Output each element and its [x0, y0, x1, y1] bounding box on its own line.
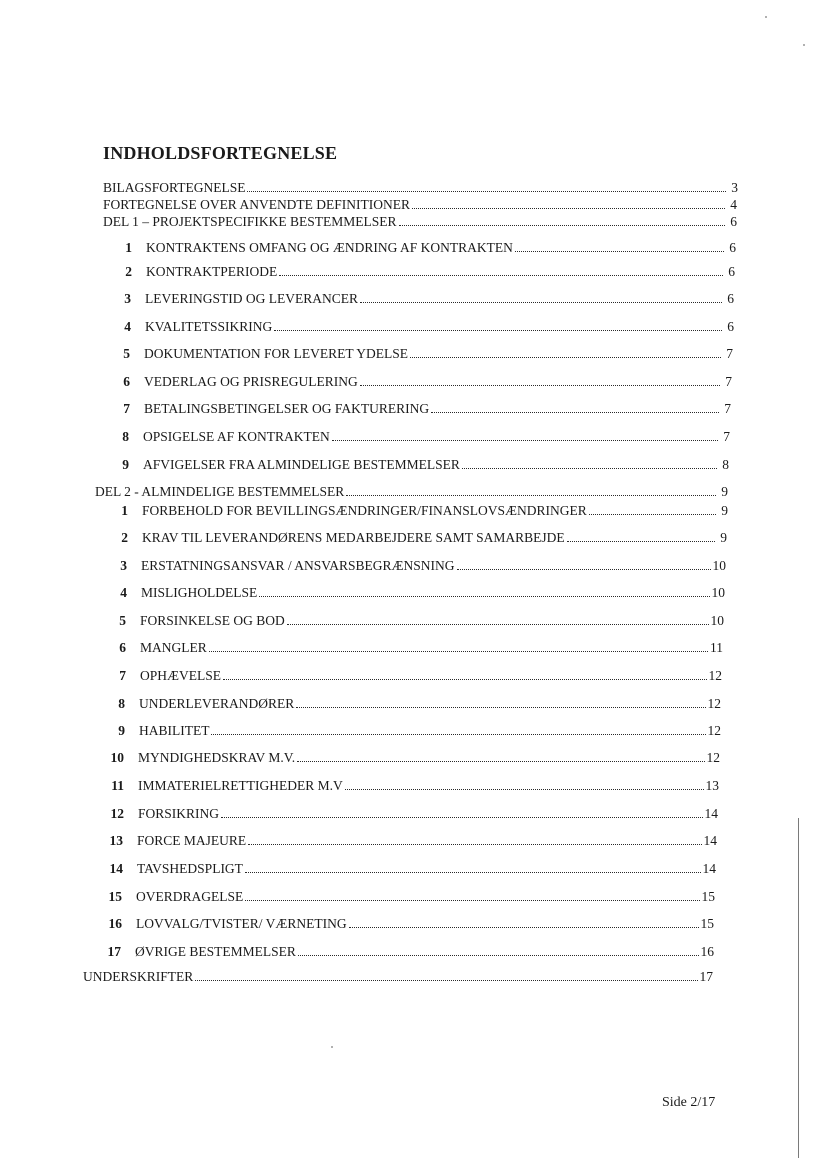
toc-entry-label: IMMATERIELRETTIGHEDER M.V	[138, 778, 343, 793]
toc-entry-label: AFVIGELSER FRA ALMINDELIGE BESTEMMELSER	[143, 457, 460, 472]
toc-page-number: 6	[727, 319, 734, 334]
scan-speck	[765, 16, 767, 18]
toc-page-number: 6	[727, 291, 734, 306]
toc-entry	[101, 585, 725, 601]
toc-leader-dots	[515, 250, 724, 252]
toc-entry	[101, 558, 726, 574]
toc-page-number: 14	[703, 833, 717, 848]
toc-leader-dots	[223, 678, 706, 680]
toc-entry-number: 13	[109, 833, 123, 848]
toc-leader-dots	[274, 329, 722, 331]
toc-page-number: 6	[730, 214, 737, 229]
toc-leader-dots	[245, 871, 701, 873]
toc-entry-number: 17	[107, 944, 121, 959]
toc-entry	[96, 889, 715, 905]
toc-entry-label: DEL 2 - ALMINDELIGE BESTEMMELSER	[95, 484, 345, 499]
toc-leader-dots	[360, 384, 720, 386]
toc-page-number: 15	[701, 889, 715, 904]
toc-entry	[100, 640, 723, 656]
toc-entry-label: HABILITET	[139, 723, 210, 738]
toc-entry-number: 10	[110, 750, 124, 765]
toc-entry-number: 4	[124, 319, 131, 334]
toc-page-number: 7	[726, 346, 733, 361]
toc-page-number: 10	[710, 613, 724, 628]
toc-entry	[104, 401, 731, 417]
toc-entry	[103, 180, 738, 196]
toc-entry	[95, 944, 714, 960]
toc-entry	[99, 696, 721, 712]
toc-entry	[96, 916, 714, 932]
toc-entry-number: 12	[110, 806, 124, 821]
toc-entry	[100, 668, 722, 684]
toc-page-number: 11	[710, 640, 723, 655]
toc-entry-label: LOVVALG/TVISTER/ VÆRNETING	[136, 916, 347, 931]
toc-page-number: 7	[724, 401, 731, 416]
toc-entry-label: FORCE MAJEURE	[137, 833, 247, 848]
toc-entry	[105, 291, 734, 307]
toc-entry	[98, 806, 718, 822]
toc-leader-dots	[410, 356, 721, 358]
toc-entry-number: 1	[125, 240, 132, 255]
toc-entry	[105, 319, 734, 335]
toc-leader-dots	[279, 274, 723, 276]
toc-entry	[104, 374, 732, 390]
toc-entry-number: 8	[118, 696, 125, 711]
toc-entry	[95, 484, 728, 500]
toc-entry-number: 7	[123, 401, 130, 416]
toc-entry	[83, 969, 713, 985]
toc-entry	[97, 861, 716, 877]
toc-entry-number: 3	[120, 558, 127, 573]
page-footer: Side 2/17	[662, 1095, 716, 1110]
toc-entry-label: KVALITETSSIKRING	[145, 319, 273, 334]
toc-entry-label: ØVRIGE BESTEMMELSER	[135, 944, 296, 959]
toc-page-number: 14	[702, 861, 716, 876]
toc-entry-number: 6	[119, 640, 126, 655]
scan-speck	[803, 44, 805, 46]
toc-page-number: 4	[730, 197, 737, 212]
toc-leader-dots	[298, 954, 699, 956]
toc-entry-label: MYNDIGHEDSKRAV M.V.	[138, 750, 296, 765]
toc-leader-dots	[248, 843, 701, 845]
toc-entry	[97, 833, 717, 849]
toc-entry-label: MISLIGHOLDELSE	[141, 585, 258, 600]
toc-entry-label: MANGLER	[140, 640, 207, 655]
toc-leader-dots	[259, 595, 709, 597]
toc-page-number: 9	[720, 530, 727, 545]
toc-entry-label: DEL 1 – PROJEKTSPECIFIKKE BESTEMMELSER	[103, 214, 397, 229]
toc-entry-number: 5	[119, 613, 126, 628]
toc-leader-dots	[297, 760, 704, 762]
toc-entry-label: KONTRAKTPERIODE	[146, 264, 278, 279]
toc-leader-dots	[349, 926, 699, 928]
toc-entry-label: FORBEHOLD FOR BEVILLINGSÆNDRINGER/FINANSLOVSÆNDRINGER	[142, 503, 587, 518]
toc-entry-number: 8	[122, 429, 129, 444]
toc-entry-label: DOKUMENTATION FOR LEVERET YDELSE	[144, 346, 409, 361]
toc-page-number: 7	[725, 374, 732, 389]
toc-entry	[100, 613, 724, 629]
toc-page-number: 12	[708, 668, 722, 683]
toc-page-number: 13	[705, 778, 719, 793]
toc-leader-dots	[211, 733, 705, 735]
toc-entry	[102, 530, 727, 546]
toc-page-number: 6	[729, 240, 736, 255]
toc-leader-dots	[195, 979, 697, 981]
toc-leader-dots	[431, 411, 719, 413]
toc-entry	[103, 214, 737, 230]
toc-entry-label: KONTRAKTENS OMFANG OG ÆNDRING AF KONTRAKTEN	[146, 240, 513, 255]
toc-entry-number: 9	[118, 723, 125, 738]
toc-page-number: 17	[699, 969, 713, 984]
toc-entry-label: FORTEGNELSE OVER ANVENDTE DEFINITIONER	[103, 197, 411, 212]
toc-entry	[103, 197, 737, 213]
toc-page-number: 3	[731, 180, 738, 195]
toc-entry	[103, 429, 730, 445]
toc-leader-dots	[567, 540, 715, 542]
toc-page-number: 12	[706, 750, 720, 765]
toc-leader-dots	[247, 190, 726, 192]
toc-entry	[106, 264, 735, 280]
toc-page-number: 8	[722, 457, 729, 472]
toc-entry-label: TAVSHEDSPLIGT	[137, 861, 243, 876]
toc-entry-label: FORSINKELSE OG BOD	[140, 613, 285, 628]
page-title: INDHOLDSFORTEGNELSE	[103, 143, 338, 163]
toc-entry-label: UNDERLEVERANDØRER	[139, 696, 295, 711]
toc-entry-number: 5	[123, 346, 130, 361]
toc-entry-label: UNDERSKRIFTER	[83, 969, 194, 984]
toc-page-number: 9	[721, 484, 728, 499]
toc-entry-label: VEDERLAG OG PRISREGULERING	[144, 374, 358, 389]
toc-entry-label: BILAGSFORTEGNELSE	[103, 180, 246, 195]
toc-entry	[102, 503, 728, 519]
toc-entry-number: 4	[120, 585, 127, 600]
toc-page-number: 10	[712, 558, 726, 573]
toc-entry-label: OPSIGELSE AF KONTRAKTEN	[143, 429, 330, 444]
toc-page-number: 14	[704, 806, 718, 821]
toc-entry-label: KRAV TIL LEVERANDØRENS MEDARBEJDERE SAMT SAMARBEJDE	[142, 530, 565, 545]
toc-entry-number: 11	[111, 778, 124, 793]
toc-leader-dots	[287, 623, 709, 625]
scan-speck	[331, 1046, 333, 1048]
toc-page-number: 12	[707, 723, 721, 738]
toc-leader-dots	[399, 224, 725, 226]
toc-leader-dots	[346, 494, 716, 496]
toc-leader-dots	[209, 650, 708, 652]
toc-page-number: 6	[728, 264, 735, 279]
toc-leader-dots	[221, 816, 702, 818]
toc-entry-number: 1	[121, 503, 128, 518]
toc-leader-dots	[332, 439, 718, 441]
toc-leader-dots	[457, 568, 711, 570]
toc-entry	[98, 778, 719, 794]
toc-entry-number: 9	[122, 457, 129, 472]
toc-leader-dots	[345, 788, 704, 790]
toc-entry-number: 2	[121, 530, 128, 545]
toc-page-number: 12	[707, 696, 721, 711]
toc-page-number: 15	[700, 916, 714, 931]
toc-entry-label: OPHÆVELSE	[140, 668, 222, 683]
toc-leader-dots	[412, 207, 725, 209]
toc-leader-dots	[360, 301, 722, 303]
toc-entry-number: 14	[109, 861, 123, 876]
toc-entry-number: 2	[125, 264, 132, 279]
toc-page-number: 10	[711, 585, 725, 600]
toc-entry-number: 6	[123, 374, 130, 389]
toc-entry-number: 7	[119, 668, 126, 683]
toc-leader-dots	[245, 899, 699, 901]
toc-leader-dots	[589, 513, 716, 515]
toc-page-number: 9	[721, 503, 728, 518]
toc-entry-label: OVERDRAGELSE	[136, 889, 244, 904]
toc-entry-number: 15	[108, 889, 122, 904]
toc-entry-label: FORSIKRING	[138, 806, 220, 821]
scan-edge-line	[798, 818, 799, 1158]
toc-entry-label: LEVERINGSTID OG LEVERANCER	[145, 291, 358, 306]
toc-entry-label: BETALINGSBETINGELSER OG FAKTURERING	[144, 401, 430, 416]
toc-entry	[104, 346, 733, 362]
toc-entry-number: 3	[124, 291, 131, 306]
toc-entry	[106, 240, 736, 256]
toc-leader-dots	[462, 467, 717, 469]
toc-page-number: 16	[700, 944, 714, 959]
toc-entry-number: 16	[108, 916, 122, 931]
toc-entry	[98, 750, 720, 766]
toc-page-number: 7	[723, 429, 730, 444]
toc-entry-label: ERSTATNINGSANSVAR / ANSVARSBEGRÆNSNING	[141, 558, 455, 573]
toc-entry	[103, 457, 729, 473]
toc-leader-dots	[296, 706, 705, 708]
toc-entry	[99, 723, 721, 739]
